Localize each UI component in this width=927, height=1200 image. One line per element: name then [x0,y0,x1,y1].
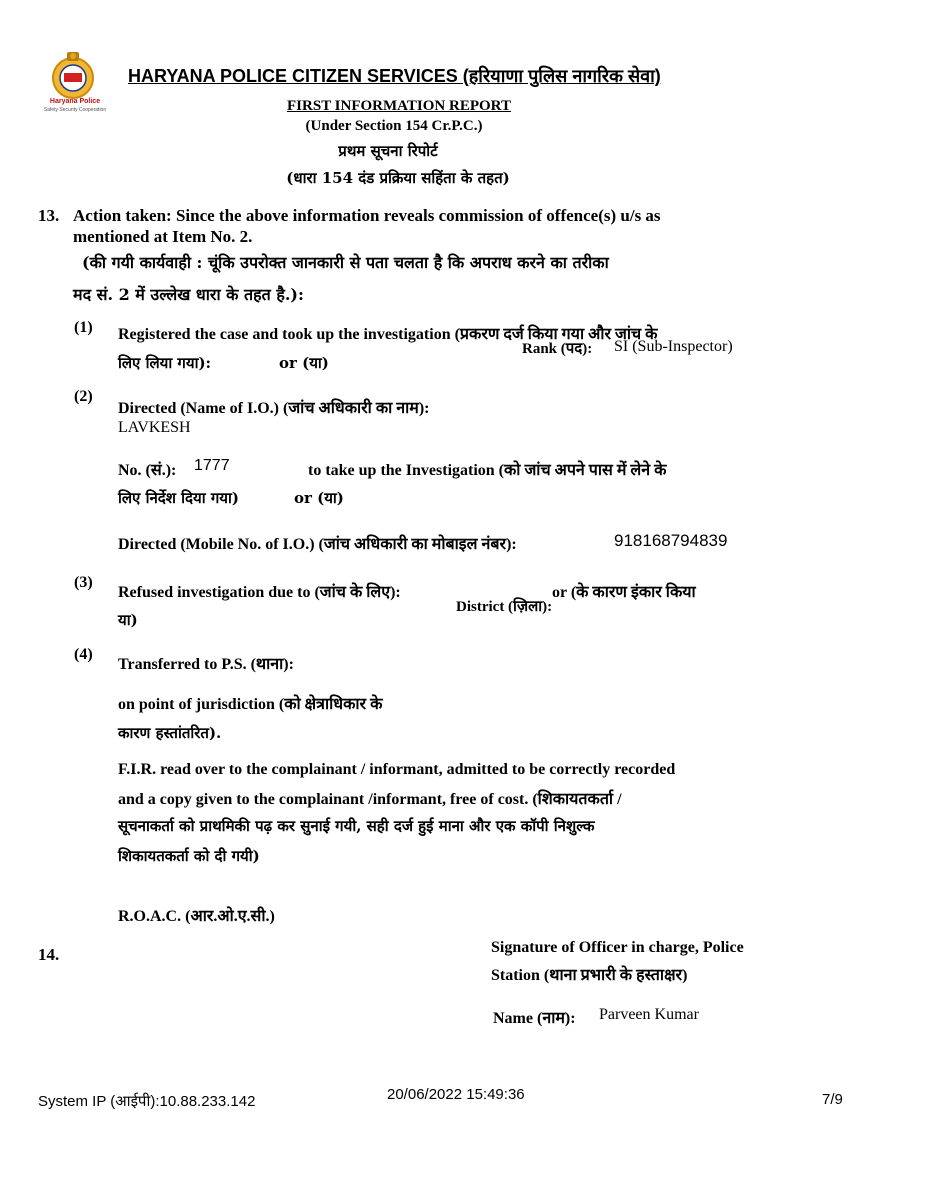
officer-name-value: Parveen Kumar [599,1006,699,1023]
fir-read-line1: F.I.R. read over to the complainant / informant, admitted to be correctly recorded [118,761,676,778]
logo-text: Haryana Police [49,98,101,105]
sub-item-1-number: (1) [74,319,93,336]
mobile-value: 918168794839 [614,531,728,550]
print-datetime: 20/06/2022 15:49:36 [387,1086,525,1103]
item-13-number: 13. [38,206,60,225]
page-title: HARYANA POLICE CITIZEN SERVICES (हरियाणा पुलिस नागरिक सेवा) [128,66,661,86]
signature-line1: Signature of Officer in charge, Police [491,939,744,956]
roac: R.O.A.C. (आर.ओ.ए.सी.) [118,908,275,925]
refused-line1: Refused investigation due to (जांच के लिए): [118,584,401,601]
io-name: LAVKESH [118,419,191,436]
officer-name-label: Name (नाम): [493,1010,576,1027]
io-number-label: No. (सं.): [118,462,177,479]
mobile-label: Directed (Mobile No. of I.O.) (जांच अधिकारी का मोबाइल नंबर): [118,536,517,553]
jurisdiction-line1: on point of jurisdiction (को क्षेत्राधिकार के [118,696,383,713]
logo-subtext: Safety Security Cooperation [43,107,107,113]
rank-value: SI (Sub-Inspector) [614,338,733,355]
item-13-line3: (की गयी कार्यवाही : चूंकि उपरोक्त जानकारी से पता चलता है कि अपराध करने का तरीका [82,253,609,272]
report-subtitle-hindi: (धारा 154 दंड प्रक्रिया सहिंता के तहत) [286,169,510,187]
jurisdiction-line2: कारण हस्तांतरित). [118,724,222,742]
item-14-number: 14. [38,945,60,964]
item-13-line4: मद सं. 2 में उल्लेख धारा के तहत है.): [73,285,304,304]
refused-line2: या) [118,611,138,629]
take-up-line2: लिए निर्देश दिया गया) [118,489,239,507]
take-up-or: or (या) [294,489,344,507]
sub-item-1-line2: लिए लिया गया): [118,354,212,372]
refused-or: or (के कारण इंकार किया [552,584,696,601]
system-ip: System IP (आईपी):10.88.233.142 [38,1093,256,1110]
transferred-label: Transferred to P.S. (थाना): [118,656,294,673]
signature-line2: Station (थाना प्रभारी के हस्ताक्षर) [491,967,688,984]
sub-item-2-number: (2) [74,388,93,405]
sub-item-1-line1: Registered the case and took up the investigation (प्रकरण दर्ज किया गया और जांच के [118,326,658,343]
item-13-line1: Action taken: Since the above information reveals commission of offence(s) u/s as [73,206,661,225]
fir-read-line2: and a copy given to the complainant /informant, free of cost. (शिकायतकर्ता / [118,791,622,808]
sub-item-1-or: or (या) [279,354,329,372]
sub-item-3-number: (3) [74,574,93,591]
report-title: FIRST INFORMATION REPORT [287,98,511,114]
item-13-line2: mentioned at Item No. 2. [73,227,253,246]
district-label: District (ज़िला): [456,599,553,615]
rank-label: Rank (पद): [522,341,593,357]
directed-name-label: Directed (Name of I.O.) (जांच अधिकारी का नाम): [118,400,430,417]
io-number-value: 1777 [194,457,230,474]
haryana-police-logo [40,48,120,118]
report-title-hindi: प्रथम सूचना रिपोर्ट [338,142,438,160]
sub-item-4-number: (4) [74,646,93,663]
fir-read-line3: सूचनाकर्ता को प्राथमिकी पढ़ कर सुनाई गयी, सही दर्ज हुई माना और एक कॉपी निशुल्क [118,817,595,835]
take-up-line1: to take up the Investigation (को जांच अपने पास में लेने के [308,462,667,479]
page-number: 7/9 [822,1091,843,1108]
fir-read-line4: शिकायतकर्ता को दी गयी) [118,847,260,865]
report-subtitle: (Under Section 154 Cr.P.C.) [305,118,483,134]
